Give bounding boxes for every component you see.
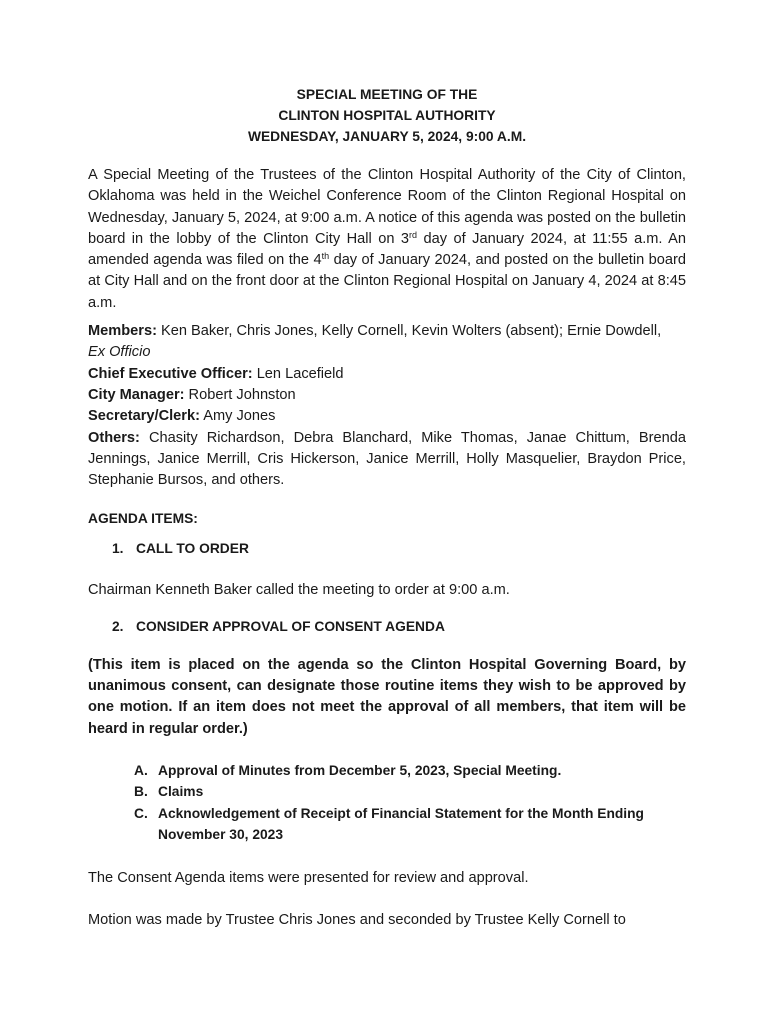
secretary-value: Amy Jones [199,408,276,425]
agenda-item-2-title: CONSIDER APPROVAL OF CONSENT AGENDA [136,618,445,634]
consent-presented-text: The Consent Agenda items were presented for review and approval. [88,869,529,886]
intro-sup-1: rd [409,229,418,240]
sub-item-b [134,781,686,803]
consent-sub-list [134,760,686,846]
sub-item-b-text: Claims [158,784,204,800]
agenda-item-1-title: CALL TO ORDER [136,541,249,557]
intro-text-2: day of January 2024, at 11:55 a.m. An amended agenda was filed on the 4 [88,230,686,269]
sub-item-a-text: Approval of Minutes from December 5, 2023, Special Meeting. [158,762,562,778]
sub-item-a [134,760,686,782]
members-line [88,321,686,364]
sub-item-c-text: Acknowledgement of Receipt of Financial Statement for the Month Ending November 30, 2023 [158,805,644,843]
secretary-line [88,406,686,427]
call-to-order-text: Chairman Kenneth Baker called the meeting to order at 9:00 a.m. [88,582,510,599]
intro-text-3: day of January 2024, and posted on the bulletin board at City Hall and on the front door at the Clinton Regional Hospital on January 4, 2024 at 8:45 a.m. [88,252,686,311]
others-value: Chasity Richardson, Debra Blanchard, Mike Thomas, Janae Chittum, Brenda Jennings, Janice Merrill, Cris Hickerson, Janice Merrill, Holly Masquelier, Braydon Price, Stephanie Bursos, and others. [88,429,686,489]
city-manager-value: Robert Johnston [184,386,296,403]
intro-paragraph [88,165,686,314]
secretary-label: Secretary/Clerk: [88,408,200,425]
sub-item-a-letter: A. [134,762,148,778]
members-ex-officio: Ex Officio [88,344,151,361]
agenda-item-1 [112,538,686,559]
intro-sup-2: th [321,251,330,262]
agenda-heading: AGENDA ITEMS: [88,511,198,527]
attendees-block [88,321,686,491]
city-manager-line [88,385,686,406]
motion-text: Motion was made by Trustee Chris Jones and seconded by Trustee Kelly Cornell to [88,912,626,929]
members-label: Members: [88,323,157,340]
agenda-item-2-number: 2. [112,618,124,634]
header-line-1: SPECIAL MEETING OF THE [296,87,478,102]
header-line-2: CLINTON HOSPITAL AUTHORITY [278,108,496,123]
document-page [88,84,686,932]
intro-text-1: A Special Meeting of the Trustees of the Clinton Hospital Authority of the City of Clinton, Oklahoma was held in the Weichel Conference Room of the Clinton Regional Hospital on Wednesday, January 5, 2024, at 9:00 a.m. A notice of this agenda was posted on the bulletin board in the lobby of the Clinton City Hall on 3 [88,167,686,247]
city-manager-label: City Manager: [88,386,185,403]
header-line-3: WEDNESDAY, JANUARY 5, 2024, 9:00 A.M. [247,129,527,144]
members-value: Ken Baker, Chris Jones, Kelly Cornell, Kevin Wolters (absent); Ernie Dowdell, [156,323,662,340]
others-label: Others: [88,429,140,446]
agenda-item-1-number: 1. [112,541,124,557]
sub-item-b-letter: B. [134,784,148,800]
ceo-value: Len Lacefield [252,365,344,382]
others-line [88,428,686,492]
consent-agenda-note: (This item is placed on the agenda so the Clinton Hospital Governing Board, by unanimous consent, can designate those routine items they wish to be approved by one motion. If an item does not meet the approval of all members, that item will be heard in regular order.) [88,656,686,737]
ceo-line [88,364,686,385]
document-header [88,84,686,147]
sub-item-c-letter: C. [134,805,148,821]
ceo-label: Chief Executive Officer: [88,365,253,382]
sub-item-c [134,803,686,846]
agenda-item-2 [112,616,686,637]
